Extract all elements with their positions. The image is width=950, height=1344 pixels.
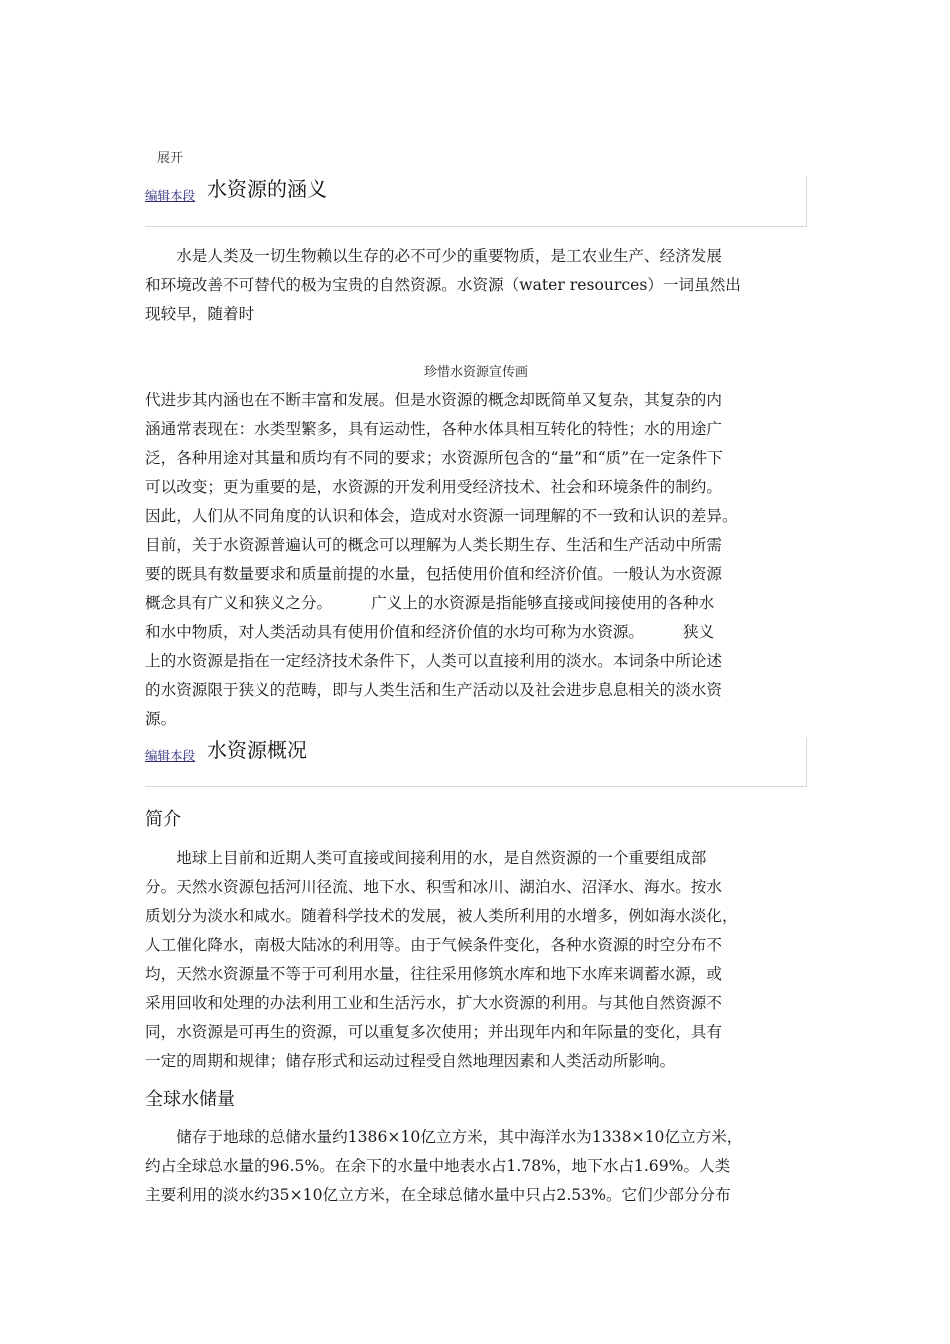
- text-line: 均，天然水资源量不等于可利用水量，往往采用修筑水库和地下水库来调蓄水源，或: [145, 965, 722, 983]
- edit-section-link[interactable]: 编辑本段: [145, 188, 196, 203]
- text-line: 分。天然水资源包括河川径流、地下水、积雪和冰川、湖泊水、沼泽水、海水。按水: [145, 878, 722, 896]
- text-line: 水是人类及一切生物赖以生存的必不可少的重要物质，是工农业生产、经济发展: [145, 247, 722, 265]
- text-line: 一定的周期和规律；储存形式和运动过程受自然地理因素和人类活动所影响。: [145, 1052, 676, 1070]
- text-line: 概念具有广义和狭义之分。 广义上的水资源是指能够直接或间接使用的各种水: [145, 594, 715, 612]
- section-header-overview: [145, 737, 807, 787]
- storage-paragraph: [145, 1123, 809, 1210]
- text-line: 代进步其内涵也在不断丰富和发展。但是水资源的概念却既简单又复杂，其复杂的内: [145, 391, 722, 409]
- text-line: 主要利用的淡水约35×10亿立方米，在全球总储水量中只占2.53%。它们少部分分布: [145, 1186, 731, 1204]
- overview-paragraph: [145, 844, 809, 1076]
- text-line: 人工催化降水，南极大陆冰的利用等。由于气候条件变化，各种水资源的时空分布不: [145, 936, 722, 954]
- text-line: 储存于地球的总储水量约1386×10亿立方米，其中海洋水为1338×10亿立方米，: [145, 1128, 743, 1146]
- section-title: 水资源的涵义: [207, 177, 327, 201]
- section-title: 水资源概况: [207, 738, 307, 762]
- text-line: 质划分为淡水和咸水。随着科学技术的发展，被人类所利用的水增多，例如海水淡化，: [145, 907, 738, 925]
- toc-expand-link[interactable]: 展开: [157, 151, 184, 166]
- text-line: 地球上目前和近期人类可直接或间接利用的水，是自然资源的一个重要组成部: [145, 849, 707, 867]
- text-line: 上的水资源是指在一定经济技术条件下，人类可以直接利用的淡水。本词条中所论述: [145, 652, 722, 670]
- text-line: 的水资源限于狭义的范畴，即与人类生活和生产活动以及社会进步息息相关的淡水资: [145, 681, 722, 699]
- text-line: 采用回收和处理的办法利用工业和生活污水，扩大水资源的利用。与其他自然资源不: [145, 994, 722, 1012]
- text-line: 现较早，随着时: [145, 305, 255, 323]
- body-paragraph: [145, 386, 809, 734]
- text-line: 泛，各种用途对其量和质均有不同的要求；水资源所包含的“量”和“质”在一定条件下: [145, 449, 723, 467]
- image-caption: 珍惜水资源宣传画: [423, 365, 528, 380]
- text-line: 和水中物质，对人类活动具有使用价值和经济价值的水均可称为水资源。 狭义: [145, 623, 715, 641]
- subheading-intro: 简介: [145, 809, 181, 830]
- subheading-global-storage: 全球水储量: [145, 1089, 235, 1110]
- intro-paragraph: [145, 242, 809, 329]
- text-line: 目前，关于水资源普遍认可的概念可以理解为人类长期生存、生活和生产活动中所需: [145, 536, 722, 554]
- section-header-meaning: [145, 176, 807, 227]
- text-line: 同，水资源是可再生的资源，可以重复多次使用；并出现年内和年际量的变化，具有: [145, 1023, 722, 1041]
- text-line: 涵通常表现在：水类型繁多，具有运动性，各种水体具相互转化的特性；水的用途广: [145, 420, 722, 438]
- text-line: 要的既具有数量要求和质量前提的水量，包括使用价值和经济价值。一般认为水资源: [145, 565, 722, 583]
- text-line: 和环境改善不可替代的极为宝贵的自然资源。水资源（water resources）一词虽然出: [145, 276, 741, 294]
- edit-section-link[interactable]: 编辑本段: [145, 748, 196, 763]
- text-line: 约占全球总水量的96.5%。在余下的水量中地表水占1.78%，地下水占1.69%。人类: [145, 1157, 731, 1175]
- text-line: 源。: [145, 710, 177, 728]
- text-line: 可以改变；更为重要的是，水资源的开发利用受经济技术、社会和环境条件的制约。: [145, 478, 722, 496]
- text-line: 因此，人们从不同角度的认识和体会，造成对水资源一词理解的不一致和认识的差异。: [145, 507, 738, 525]
